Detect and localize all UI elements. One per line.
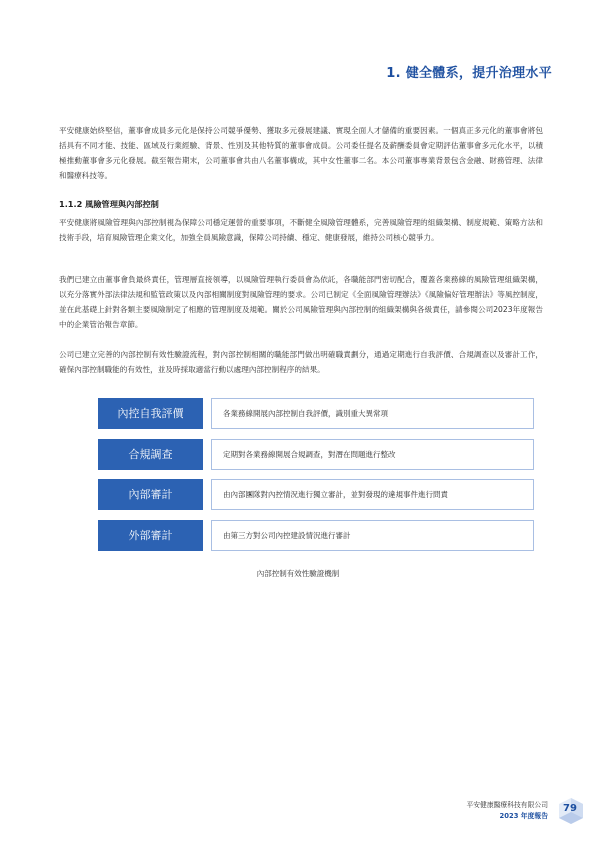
footer-report-title: 2023 年度報告: [499, 812, 548, 820]
process-step-description: 由內部團隊對內控情況進行獨立審計，並對發現的違規事件進行問責: [211, 479, 534, 510]
diagram-caption: 內部控制有效性驗證機制: [256, 569, 340, 578]
process-row: [98, 439, 534, 470]
process-step-description: 由第三方對公司內控建設情況進行審計: [211, 520, 534, 551]
process-row: [98, 479, 534, 510]
process-row: [98, 398, 534, 429]
process-step-label: 外部審計: [98, 520, 203, 551]
paragraph-verification: 公司已建立完善的內部控制有效性驗證流程，對內部控制相關的職能部門做出明確職責劃分，通過定期進行自我評價、合規調查以及審計工作，確保內部控制職能的有效性，並及時採取適當行動以處理內部控制程序的結果。: [59, 350, 543, 374]
footer-company-name: 平安健康醫療科技有限公司: [466, 801, 548, 809]
section-title: 1. 健全體系，提升治理水平: [386, 66, 552, 81]
paragraph-risk-management: 平安健康將風險管理與內部控制視為保障公司穩定運營的重要事項，不斷健全風險管理體系，完善風險管理的組織架構、制度規範、策略方法和技術手段，培育風險管理企業文化，加強全員風險意識，保障公司持續、穩定、健康發展，維持公司核心競爭力。: [59, 218, 543, 242]
paragraph-organization: 我們已建立由董事會負最終責任，管理層直接領導，以風險管理執行委員會為依託，各職能部門密切配合，覆蓋各業務線的風險管理組織架構，以充分落實外部法律法規和監管政策以及內部相關制度對風險管理的要求。公司已制定《全面風險管理辦法》《風險偏好管理辦法》等風控制度，並在此基礎上針對各類主要風險制定了相應的管理制度及規範。關於公司風險管理與內部控制的組織架構與各級責任，請參閱公司2023年度報告中的企業管治報告章節。: [59, 275, 543, 329]
process-row: [98, 520, 534, 551]
process-step-label: 內控自我評價: [98, 398, 203, 429]
process-step-label: 合規調查: [98, 439, 203, 470]
process-step-description: 定期對各業務線開展合規調查，對潛在問題進行整改: [211, 439, 534, 470]
page-number: 79: [563, 803, 577, 814]
process-step-label: 內部審計: [98, 479, 203, 510]
process-step-description: 各業務線開展內部控制自我評價，識別重大異常項: [211, 398, 534, 429]
intro-paragraph: 平安健康始終堅信，董事會成員多元化是保持公司競爭優勢、獲取多元發展建議、實現全面人才儲備的重要因素。一個真正多元化的董事會將包括具有不同才能、技能、區域及行業經驗、背景、性別及其他特質的董事會成員。公司委任提名及薪酬委員會定期評估董事會多元化水平，以積極推動董事會多元化發展。截至報告期末，公司董事會共由八名董事構成，其中女性董事二名。本公司董事專業背景包含金融、財務管理、法律和醫療科技等。: [59, 126, 543, 180]
subsection-title: 1.1.2 風險管理與內部控制: [59, 199, 159, 209]
